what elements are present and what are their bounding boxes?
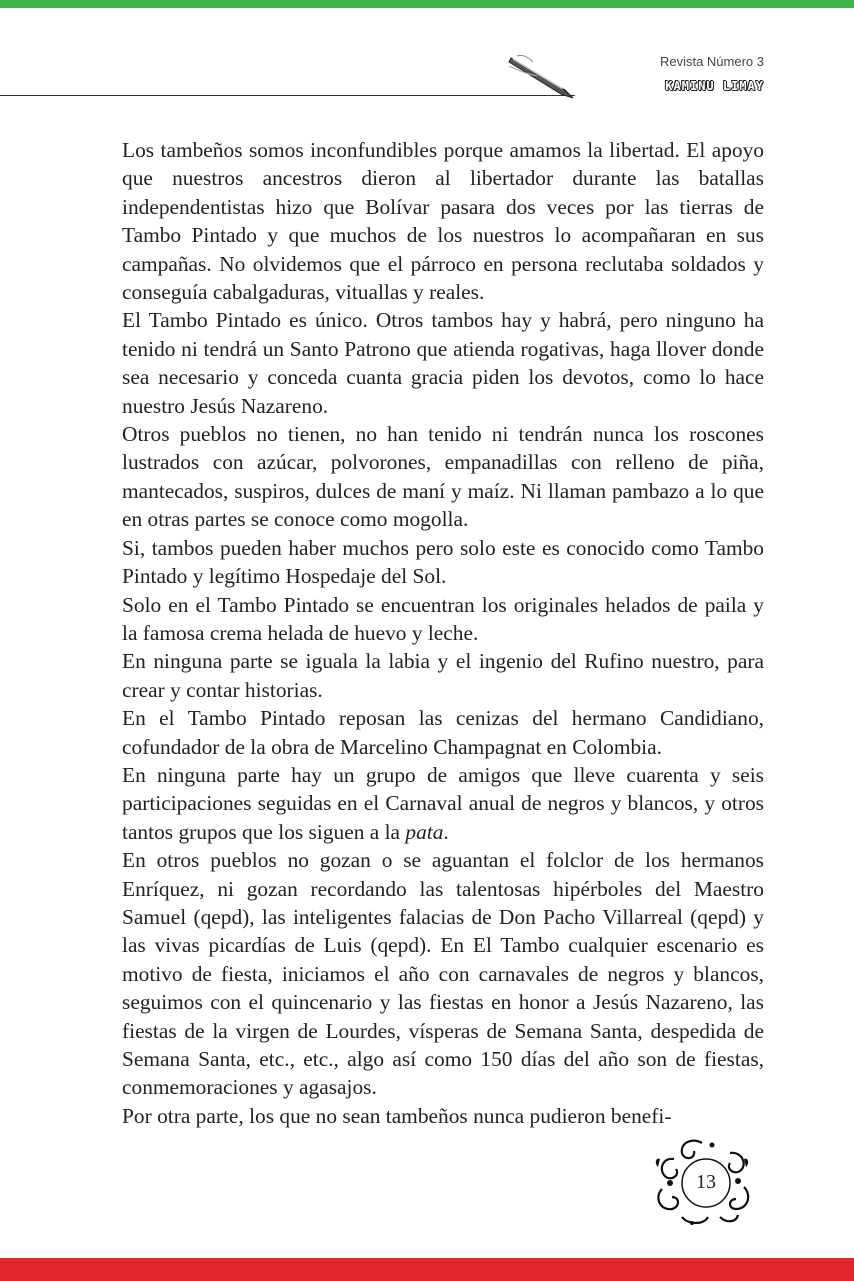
bottom-red-bar xyxy=(0,1258,854,1281)
paragraph-text: En ninguna parte hay un grupo de amigos que lleve cuarenta y seis participaciones seguidas en el Carnaval anual de negros y blancos, y otros tantos grupos que los siguen a la xyxy=(122,762,764,844)
paragraph: En ninguna parte se iguala la labia y el ingenio del Rufino nuestro, para crear y contar historias. xyxy=(122,649,764,702)
paragraph xyxy=(122,761,764,846)
article-body xyxy=(122,136,764,1130)
paragraph: Si, tambos pueden haber muchos pero solo este es conocido como Tambo Pintado y legítimo Hospedaje del Sol. xyxy=(122,535,764,589)
fountain-pen-icon xyxy=(507,52,579,100)
page-number: 13 xyxy=(696,1171,716,1193)
paragraph-end: . xyxy=(443,819,449,844)
paragraph: Solo en el Tambo Pintado se encuentran los originales helados de paila y la famosa crema helada de huevo y leche. xyxy=(122,592,764,645)
paragraph: En el Tambo Pintado reposan las cenizas del hermano Candidiano, cofundador de la obra de Marcelino Champagnat en Colombia. xyxy=(122,706,764,759)
magazine-brand-logo: KAMINU LIMAY xyxy=(665,79,764,93)
paragraph: En otros pueblos no gozan o se aguantan el folclor de los hermanos Enríquez, ni gozan recordando las talentosas hipérboles del Maestro Samuel (qepd), las inteligentes falacias de Don Pacho Villarreal (qepd) y las vivas picardías de Luis (qepd). En El Tambo cualquier escenario es motivo de fiesta, iniciamos el año con carnavales de negros y blancos, seguimos con el quincenario y las fiestas en honor a Jesús Nazareno, las fiestas de la virgen de Lourdes, vísperas de Semana Santa, despedida de Semana Santa, etc., etc., algo así como 150 días del año son de fiestas, conmemoraciones y agasajos. xyxy=(122,848,764,1100)
paragraph: El Tambo Pintado es único. Otros tambos hay y habrá, pero ninguno ha tenido ni tendrá un Santo Patrono que atienda rogativas, haga llover donde sea necesario y conceda cuanta gracia piden los devotos, como lo hace nuestro Jesús Nazareno. xyxy=(122,308,764,418)
italic-word: pata xyxy=(405,819,444,844)
paragraph: Otros pueblos no tienen, no han tenido ni tendrán nunca los roscones lustrados con azúcar, polvorones, empanadillas con relleno de piña, mantecados, suspiros, dulces de maní y maíz. Ni llaman pambazo a lo que en otras partes se conoce como mogolla. xyxy=(122,422,764,532)
header-rule xyxy=(0,95,575,96)
paragraph: Los tambeños somos inconfundibles porque amamos la libertad. El apoyo que nuestros ancestros dieron al libertador durante las batallas independentistas hizo que Bolívar pasara dos veces por las tierras de Tambo Pintado y que muchos de los nuestros lo acompañaran en sus campañas. No olvidemos que el párroco en persona reclutaba soldados y conseguía cabalgaduras, vituallas y reales. xyxy=(122,138,764,305)
magazine-title: Revista Número 3 xyxy=(659,54,764,69)
top-green-bar xyxy=(0,0,854,8)
paragraph: Por otra parte, los que no sean tambeños nunca pudieron benefi- xyxy=(122,1103,672,1128)
